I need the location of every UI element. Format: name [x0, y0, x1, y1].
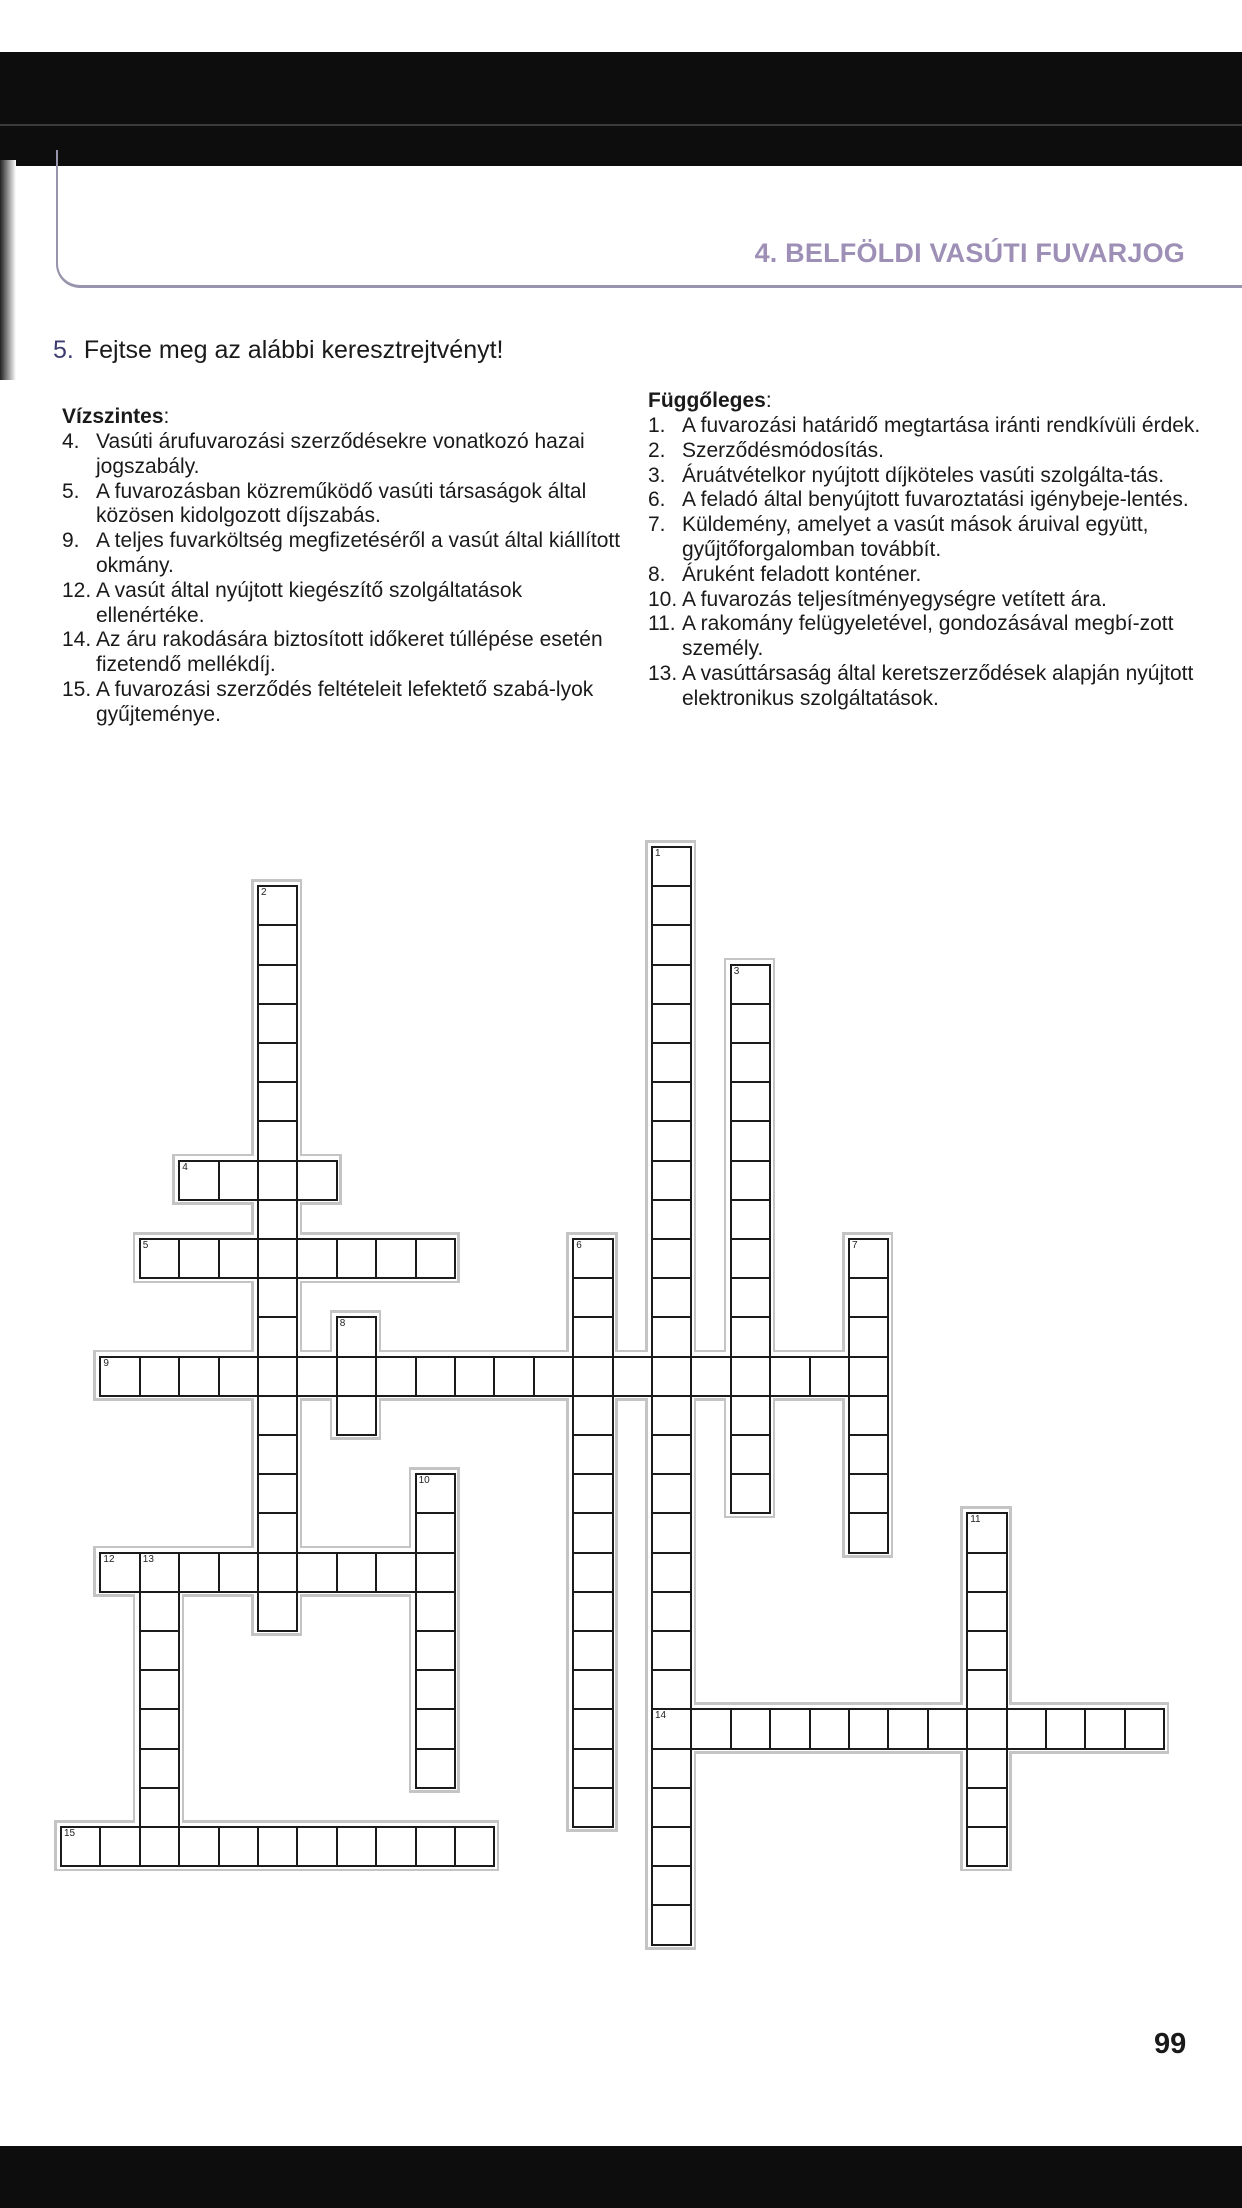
crossword-cell[interactable]: [848, 1473, 889, 1514]
down-clue: [648, 612, 1208, 662]
clue-text: A feladó által benyújtott fuvaroztatási igénybeje-lentés.: [682, 488, 1189, 512]
crossword-cell[interactable]: [493, 1356, 534, 1397]
clue-text: A fuvarozási határidő megtartása iránti rendkívüli érdek.: [682, 414, 1201, 437]
crossword-cell[interactable]: [690, 1708, 731, 1749]
crossword-cell[interactable]: [257, 964, 298, 1005]
scan-top-band: [0, 52, 1242, 166]
crossword-cell[interactable]: [99, 1552, 140, 1593]
crossword-cell[interactable]: [257, 1120, 298, 1161]
crossword-cell[interactable]: [218, 1160, 259, 1201]
across-clue: [62, 529, 622, 579]
cell-number: 11: [970, 1514, 981, 1526]
down-clue: [648, 414, 1208, 439]
crossword-cell[interactable]: [572, 1473, 613, 1514]
scan-bottom-band: [0, 2146, 1242, 2208]
crossword-cell[interactable]: [454, 1356, 495, 1397]
crossword-cell[interactable]: [769, 1356, 810, 1397]
down-clue: [648, 662, 1208, 712]
cell-number: 5: [142, 1240, 149, 1251]
crossword-cell[interactable]: [415, 1630, 456, 1671]
crossword-cell[interactable]: [651, 1003, 692, 1044]
crossword-cell[interactable]: [966, 1787, 1007, 1828]
crossword-cell[interactable]: [966, 1552, 1007, 1593]
clue-text: A fuvarozás teljesítményegységre vetített ára.: [682, 587, 1107, 611]
crossword-cell[interactable]: [218, 1356, 259, 1397]
clue-number: 9.: [62, 529, 80, 553]
down-clue: [648, 488, 1208, 513]
crossword-cell[interactable]: [139, 1630, 180, 1671]
across-clue: [62, 579, 622, 629]
crossword-cell[interactable]: [139, 1669, 180, 1710]
clue-text: Áruátvételkor nyújtott díjköteles vasúti szolgálta-tás.: [682, 463, 1165, 487]
crossword-cell[interactable]: [848, 1316, 889, 1357]
crossword-cell[interactable]: [730, 1434, 771, 1475]
crossword-cell[interactable]: [651, 1395, 692, 1436]
crossword-cell[interactable]: [257, 1552, 298, 1593]
clue-number: 15.: [62, 677, 92, 701]
crossword-cell[interactable]: [848, 1708, 889, 1749]
clue-text: A vasút által nyújtott kiegészítő szolgáltatások ellenértéke.: [96, 578, 523, 627]
crossword-cell[interactable]: [415, 1512, 456, 1553]
chapter-title: 4. BELFÖLDI VASÚTI FUVARJOG: [754, 238, 1185, 268]
cell-number: 13: [142, 1553, 154, 1565]
crossword-grid: [60, 846, 1170, 1946]
crossword-cell[interactable]: [651, 1826, 692, 1867]
across-clue: [62, 628, 622, 678]
crossword-cell[interactable]: [178, 1552, 219, 1593]
crossword-cell[interactable]: [651, 1434, 692, 1475]
crossword-cell[interactable]: [257, 1512, 298, 1553]
crossword-cell[interactable]: [651, 1708, 692, 1749]
crossword-cell[interactable]: [257, 1042, 298, 1083]
crossword-cell[interactable]: [1045, 1708, 1086, 1749]
crossword-cell[interactable]: [139, 1238, 180, 1279]
crossword-cell[interactable]: [572, 1277, 613, 1318]
clue-text: Vasúti árufuvarozási szerződésekre vonatkozó hazai jogszabály.: [96, 430, 585, 478]
across-clue: [62, 480, 622, 530]
crossword-cell[interactable]: [336, 1552, 377, 1593]
crossword-cell[interactable]: [651, 1552, 692, 1593]
crossword-cell[interactable]: [415, 1552, 456, 1593]
crossword-cell[interactable]: [99, 1826, 140, 1867]
clue-text: A fuvarozási szerződés feltételeit lefektető szabá-lyok gyűjteménye.: [96, 677, 594, 726]
crossword-cell[interactable]: [296, 1356, 337, 1397]
crossword-cell[interactable]: [651, 1669, 692, 1710]
clue-text: Küldemény, amelyet a vasút mások áruival együtt, gyűjtőforgalomban továbbít.: [682, 513, 1149, 561]
across-heading: Vízszintes:: [62, 405, 170, 428]
crossword-cell[interactable]: [730, 964, 771, 1005]
clue-number: 14.: [62, 628, 92, 652]
crossword-cell[interactable]: [336, 1316, 377, 1357]
crossword-cell[interactable]: [178, 1826, 219, 1867]
crossword-cell[interactable]: [572, 1434, 613, 1475]
crossword-cell[interactable]: [730, 1316, 771, 1357]
task-heading: [53, 336, 504, 365]
clue-text: A fuvarozásban közreműködő vasúti társaságok által közösen kidolgozott díjszabás.: [96, 479, 587, 528]
clue-number: 2.: [648, 438, 666, 462]
crossword-cell[interactable]: [966, 1708, 1007, 1749]
crossword-cell[interactable]: [375, 1826, 416, 1867]
crossword-cell[interactable]: [1124, 1708, 1165, 1749]
clue-text: A teljes fuvarköltség megfizetéséről a vasút által kiállított okmány.: [96, 529, 621, 577]
crossword-cell[interactable]: [296, 1160, 337, 1201]
crossword-cell[interactable]: [257, 1081, 298, 1122]
crossword-cell[interactable]: [218, 1238, 259, 1279]
crossword-cell[interactable]: [730, 1199, 771, 1240]
crossword-cell[interactable]: [296, 1238, 337, 1279]
cell-number: 6: [576, 1240, 582, 1251]
down-clue: [648, 513, 1208, 563]
crossword-cell[interactable]: [139, 1552, 180, 1593]
crossword-cell[interactable]: [257, 1395, 298, 1436]
cell-number: 2: [261, 887, 267, 899]
across-clue-list: [62, 430, 622, 728]
crossword-cell[interactable]: [966, 1630, 1007, 1671]
clue-number: 11.: [648, 612, 676, 636]
crossword-cell[interactable]: [651, 1238, 692, 1279]
crossword-cell[interactable]: [572, 1787, 613, 1828]
crossword-cell[interactable]: [139, 1591, 180, 1632]
cell-number: 4: [182, 1161, 188, 1173]
page-shadow: [0, 160, 16, 380]
crossword-cell[interactable]: [966, 1591, 1007, 1632]
crossword-cell[interactable]: [848, 1356, 889, 1397]
crossword-cell[interactable]: [848, 1277, 889, 1318]
crossword-cell[interactable]: [572, 1748, 613, 1789]
down-clue: [648, 439, 1208, 464]
crossword-cell[interactable]: [178, 1356, 219, 1397]
crossword-cell[interactable]: [651, 1473, 692, 1514]
cell-number: 7: [852, 1240, 858, 1251]
crossword-cell[interactable]: [336, 1356, 377, 1397]
crossword-cell[interactable]: [60, 1826, 101, 1867]
crossword-cell[interactable]: [651, 924, 692, 965]
crossword-cell[interactable]: [927, 1708, 968, 1749]
crossword-cell[interactable]: [572, 1630, 613, 1671]
crossword-cell[interactable]: [257, 885, 298, 926]
crossword-cell[interactable]: [415, 1238, 456, 1279]
cell-number: 3: [733, 965, 740, 977]
crossword-cell[interactable]: [257, 1826, 298, 1867]
crossword-cell[interactable]: [178, 1160, 219, 1201]
crossword-cell[interactable]: [257, 1238, 298, 1279]
crossword-cell[interactable]: [730, 1708, 771, 1749]
crossword-cell[interactable]: [848, 1512, 889, 1553]
crossword-cell[interactable]: [336, 1395, 377, 1436]
down-clue-list: [648, 414, 1208, 712]
clue-number: 6.: [648, 488, 666, 512]
crossword-cell[interactable]: [730, 1081, 771, 1122]
crossword-cell[interactable]: [651, 1042, 692, 1083]
crossword-cell[interactable]: [809, 1708, 850, 1749]
crossword-cell[interactable]: [257, 1003, 298, 1044]
cell-number: 14: [655, 1710, 667, 1722]
crossword-cell[interactable]: [336, 1826, 377, 1867]
crossword-cell[interactable]: [257, 1316, 298, 1357]
crossword-cell[interactable]: [572, 1708, 613, 1749]
clue-number: 10.: [648, 587, 678, 611]
crossword-cell[interactable]: [651, 1865, 692, 1906]
crossword-cell[interactable]: [730, 1238, 771, 1279]
crossword-cell[interactable]: [651, 1512, 692, 1553]
crossword-cell[interactable]: [415, 1708, 456, 1749]
crossword-cell[interactable]: [257, 1199, 298, 1240]
crossword-cell[interactable]: [730, 1356, 771, 1397]
crossword-cell[interactable]: [809, 1356, 850, 1397]
crossword-cell[interactable]: [730, 1003, 771, 1044]
crossword-cell[interactable]: [218, 1826, 259, 1867]
crossword-cell[interactable]: [887, 1708, 928, 1749]
cell-number: 9: [103, 1357, 109, 1369]
crossword-cell[interactable]: [533, 1356, 574, 1397]
cell-number: 8: [339, 1318, 346, 1330]
cell-number: 15: [64, 1828, 76, 1839]
crossword-cell[interactable]: [848, 1238, 889, 1279]
crossword-cell[interactable]: [966, 1826, 1007, 1867]
crossword-cell[interactable]: [178, 1238, 219, 1279]
crossword-cell[interactable]: [651, 1120, 692, 1161]
crossword-cell[interactable]: [730, 1042, 771, 1083]
crossword-cell[interactable]: [415, 1356, 456, 1397]
crossword-cell[interactable]: [651, 1787, 692, 1828]
crossword-cell[interactable]: [612, 1356, 653, 1397]
crossword-cell[interactable]: [848, 1434, 889, 1475]
crossword-cell[interactable]: [415, 1826, 456, 1867]
down-clue: [648, 563, 1208, 588]
crossword-cell[interactable]: [651, 1081, 692, 1122]
crossword-cell[interactable]: [257, 1356, 298, 1397]
crossword-cell[interactable]: [415, 1669, 456, 1710]
clue-text: Szerződésmódosítás.: [682, 438, 884, 462]
clue-number: 12.: [62, 578, 92, 602]
crossword-cell[interactable]: [651, 1904, 692, 1945]
crossword-cell[interactable]: [966, 1669, 1007, 1710]
crossword-cell[interactable]: [454, 1826, 495, 1867]
crossword-cell[interactable]: [1006, 1708, 1047, 1749]
across-clue: [62, 430, 622, 480]
crossword-cell[interactable]: [572, 1591, 613, 1632]
crossword-cell[interactable]: [257, 1277, 298, 1318]
crossword-cell[interactable]: [99, 1356, 140, 1397]
clue-text: Az áru rakodására biztosított időkeret túllépése esetén fizetendő mellékdíj.: [96, 628, 603, 677]
crossword-cell[interactable]: [139, 1787, 180, 1828]
crossword-cell[interactable]: [651, 1356, 692, 1397]
down-heading: Függőleges:: [648, 389, 772, 412]
crossword-cell[interactable]: [375, 1552, 416, 1593]
clue-number: 1.: [648, 414, 666, 437]
clue-number: 8.: [648, 562, 666, 586]
crossword-cell[interactable]: [257, 1473, 298, 1514]
crossword-cell[interactable]: [651, 846, 692, 887]
crossword-cell[interactable]: [257, 1160, 298, 1201]
crossword-cell[interactable]: [1084, 1708, 1125, 1749]
crossword-cell[interactable]: [690, 1356, 731, 1397]
crossword-cell[interactable]: [415, 1473, 456, 1514]
cell-number: 12: [103, 1553, 115, 1565]
crossword-cell[interactable]: [966, 1748, 1007, 1789]
crossword-cell[interactable]: [572, 1395, 613, 1436]
crossword-cell[interactable]: [730, 1277, 771, 1318]
crossword-cell[interactable]: [296, 1552, 337, 1593]
crossword-cell[interactable]: [572, 1552, 613, 1593]
crossword-cell[interactable]: [651, 1591, 692, 1632]
crossword-cell[interactable]: [257, 1591, 298, 1632]
crossword-cell[interactable]: [651, 1630, 692, 1671]
crossword-cell[interactable]: [730, 1473, 771, 1514]
clue-number: 7.: [648, 513, 666, 537]
across-clues: [62, 404, 622, 728]
crossword-cell[interactable]: [336, 1238, 377, 1279]
crossword-cell[interactable]: [296, 1826, 337, 1867]
crossword-cell[interactable]: [139, 1356, 180, 1397]
crossword-cell[interactable]: [415, 1591, 456, 1632]
across-clue: [62, 678, 622, 728]
task-number: 5.: [53, 336, 74, 364]
across-heading-text: Vízszintes: [62, 405, 164, 428]
crossword-cell[interactable]: [651, 1748, 692, 1789]
clue-number: 4.: [62, 430, 80, 453]
crossword-cell[interactable]: [375, 1356, 416, 1397]
down-heading-text: Függőleges: [648, 389, 766, 412]
crossword-cell[interactable]: [848, 1395, 889, 1436]
clue-number: 5.: [62, 479, 80, 503]
crossword-cell[interactable]: [966, 1512, 1007, 1553]
crossword-cell[interactable]: [139, 1708, 180, 1749]
down-clues: [648, 388, 1208, 712]
down-clue: [648, 464, 1208, 489]
crossword-cell[interactable]: [572, 1316, 613, 1357]
crossword-cell[interactable]: [730, 1160, 771, 1201]
clue-text: Áruként feladott konténer.: [682, 562, 922, 586]
cell-number: 1: [655, 848, 661, 859]
crossword-cell[interactable]: [257, 1434, 298, 1475]
crossword-cell[interactable]: [769, 1708, 810, 1749]
crossword-cell[interactable]: [651, 964, 692, 1005]
crossword-cell[interactable]: [572, 1356, 613, 1397]
crossword-cell[interactable]: [415, 1748, 456, 1789]
crossword-cell[interactable]: [651, 1199, 692, 1240]
crossword-cell[interactable]: [139, 1826, 180, 1867]
clue-number: 3.: [648, 463, 666, 487]
crossword-cell[interactable]: [730, 1120, 771, 1161]
page-number: 99: [1154, 2028, 1187, 2060]
clue-number: 13.: [648, 661, 678, 685]
crossword-cell[interactable]: [651, 1277, 692, 1318]
crossword-cell[interactable]: [572, 1669, 613, 1710]
crossword-cell[interactable]: [572, 1238, 613, 1279]
crossword-cell[interactable]: [651, 1316, 692, 1357]
down-clue: [648, 588, 1208, 613]
crossword-cell[interactable]: [572, 1512, 613, 1553]
crossword-cell[interactable]: [218, 1552, 259, 1593]
crossword-cell[interactable]: [257, 924, 298, 965]
crossword-cell[interactable]: [139, 1748, 180, 1789]
crossword-cell[interactable]: [375, 1238, 416, 1279]
task-instruction: Fejtse meg az alábbi keresztrejtvényt!: [83, 336, 504, 364]
cell-number: 10: [418, 1475, 430, 1487]
clue-text: A rakomány felügyeletével, gondozásával megbí-zott személy.: [682, 612, 1174, 661]
crossword-cell[interactable]: [730, 1395, 771, 1436]
crossword-cell[interactable]: [651, 1160, 692, 1201]
clue-text: A vasúttársaság által keretszerződések alapján nyújtott elektronikus szolgáltatások.: [682, 661, 1194, 710]
crossword-cell[interactable]: [651, 885, 692, 926]
